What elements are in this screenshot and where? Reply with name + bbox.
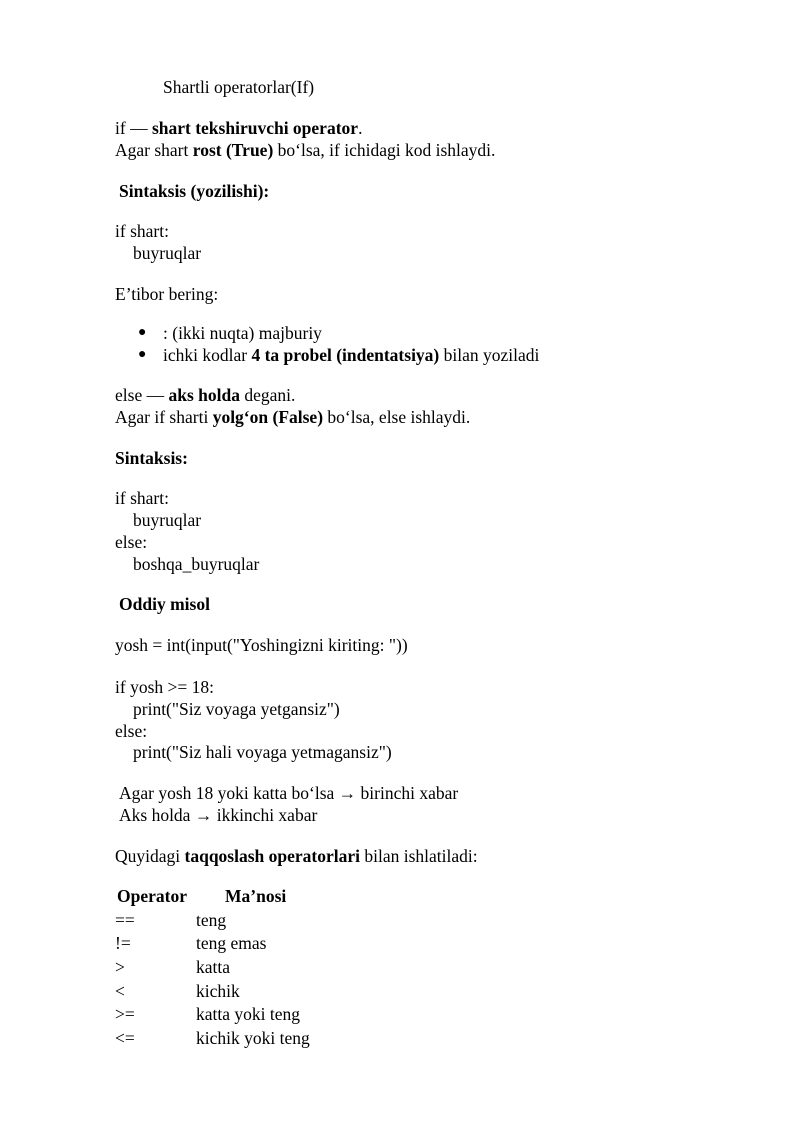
syntax2-code-line: buyruqlar: [133, 510, 202, 530]
if-definition-text: if —: [115, 118, 152, 138]
if-definition-end: .: [358, 118, 363, 138]
else-explanation-end: bo‘lsa, else ishlaydi.: [323, 407, 471, 427]
if-definition-bold: shart tekshiruvchi operator: [151, 118, 359, 138]
table-cell-meaning: katta yoki teng: [196, 1004, 301, 1024]
table-cell-operator: <=: [115, 1028, 135, 1048]
table-cell-operator: !=: [115, 933, 131, 953]
comparison-intro-text: Quyidagi: [115, 846, 185, 866]
syntax2-heading-text: Sintaksis:: [115, 448, 188, 468]
table-cell-meaning: kichik: [196, 981, 240, 1001]
if-explanation-bold: rost (True): [192, 140, 274, 160]
comparison-intro-bold: taqqoslash operatorlari: [184, 846, 361, 866]
else-explanation-text: Agar if sharti: [115, 407, 213, 427]
syntax1-heading: [119, 180, 269, 202]
else-definition-text: else —: [115, 385, 169, 405]
table-cell-meaning: katta: [196, 957, 231, 977]
if-explanation: [115, 139, 495, 161]
table-cell-meaning: kichik yoki teng: [196, 1028, 310, 1048]
syntax1-code-line: buyruqlar: [133, 243, 202, 263]
example-heading-text: Oddiy misol: [119, 594, 210, 614]
else-definition: [115, 384, 295, 406]
else-definition-bold: aks holda: [168, 385, 240, 405]
attention-label: E’tibor bering:: [115, 284, 219, 304]
bullet-icon: ●: [138, 325, 147, 340]
table-cell-operator: >=: [115, 1004, 135, 1024]
table-header-meaning-text: Ma’nosi: [225, 886, 287, 906]
table-header-operator: [117, 885, 187, 907]
else-explanation: [115, 406, 470, 428]
syntax1-heading-text: Sintaksis (yozilishi):: [119, 181, 270, 201]
syntax2-code-line: if shart:: [115, 488, 169, 508]
else-definition-end: degani.: [239, 385, 296, 405]
bullet-item-text: ichki kodlar: [163, 345, 252, 365]
example-code-line: yosh = int(input("Yoshingizni kiriting: ")): [115, 635, 408, 655]
example-heading: [119, 593, 210, 615]
table-header-operator-text: Operator: [117, 886, 187, 906]
table-cell-operator: ==: [115, 910, 135, 930]
bullet-item: [163, 344, 539, 366]
page-title: Shartli operatorlar(If): [163, 77, 315, 97]
if-explanation-text: Agar shart: [115, 140, 193, 160]
table-cell-meaning: teng emas: [196, 933, 267, 953]
example-code-line: print("Siz hali voyaga yetmagansiz"): [133, 742, 392, 762]
table-cell-operator: >: [115, 957, 125, 977]
table-cell-meaning: teng: [196, 910, 227, 930]
bullet-item-end: bilan yoziladi: [439, 345, 540, 365]
table-header-meaning: [225, 885, 286, 907]
explanation-line: Aks holda → ikkinchi xabar: [119, 805, 318, 825]
syntax2-heading: [115, 447, 188, 469]
if-definition: [115, 117, 362, 139]
bullet-item-bold: 4 ta probel (indentatsiya): [251, 345, 440, 365]
syntax1-code-line: if shart:: [115, 221, 169, 241]
comparison-intro-end: bilan ishlatiladi:: [360, 846, 478, 866]
bullet-icon: ●: [138, 347, 147, 362]
explanation-line: Agar yosh 18 yoki katta bo‘lsa → birinchi xabar: [119, 783, 459, 803]
example-code-line: if yosh >= 18:: [115, 677, 214, 697]
if-explanation-end: bo‘lsa, if ichidagi kod ishlaydi.: [273, 140, 496, 160]
syntax2-code-line: else:: [115, 532, 148, 552]
example-code-line: else:: [115, 721, 148, 741]
bullet-item: : (ikki nuqta) majburiy: [163, 323, 322, 343]
else-explanation-bold: yolg‘on (False): [212, 407, 324, 427]
syntax2-code-line: boshqa_buyruqlar: [133, 554, 260, 574]
comparison-intro: [115, 845, 478, 867]
example-code-line: print("Siz voyaga yetgansiz"): [133, 699, 340, 719]
table-cell-operator: <: [115, 981, 125, 1001]
